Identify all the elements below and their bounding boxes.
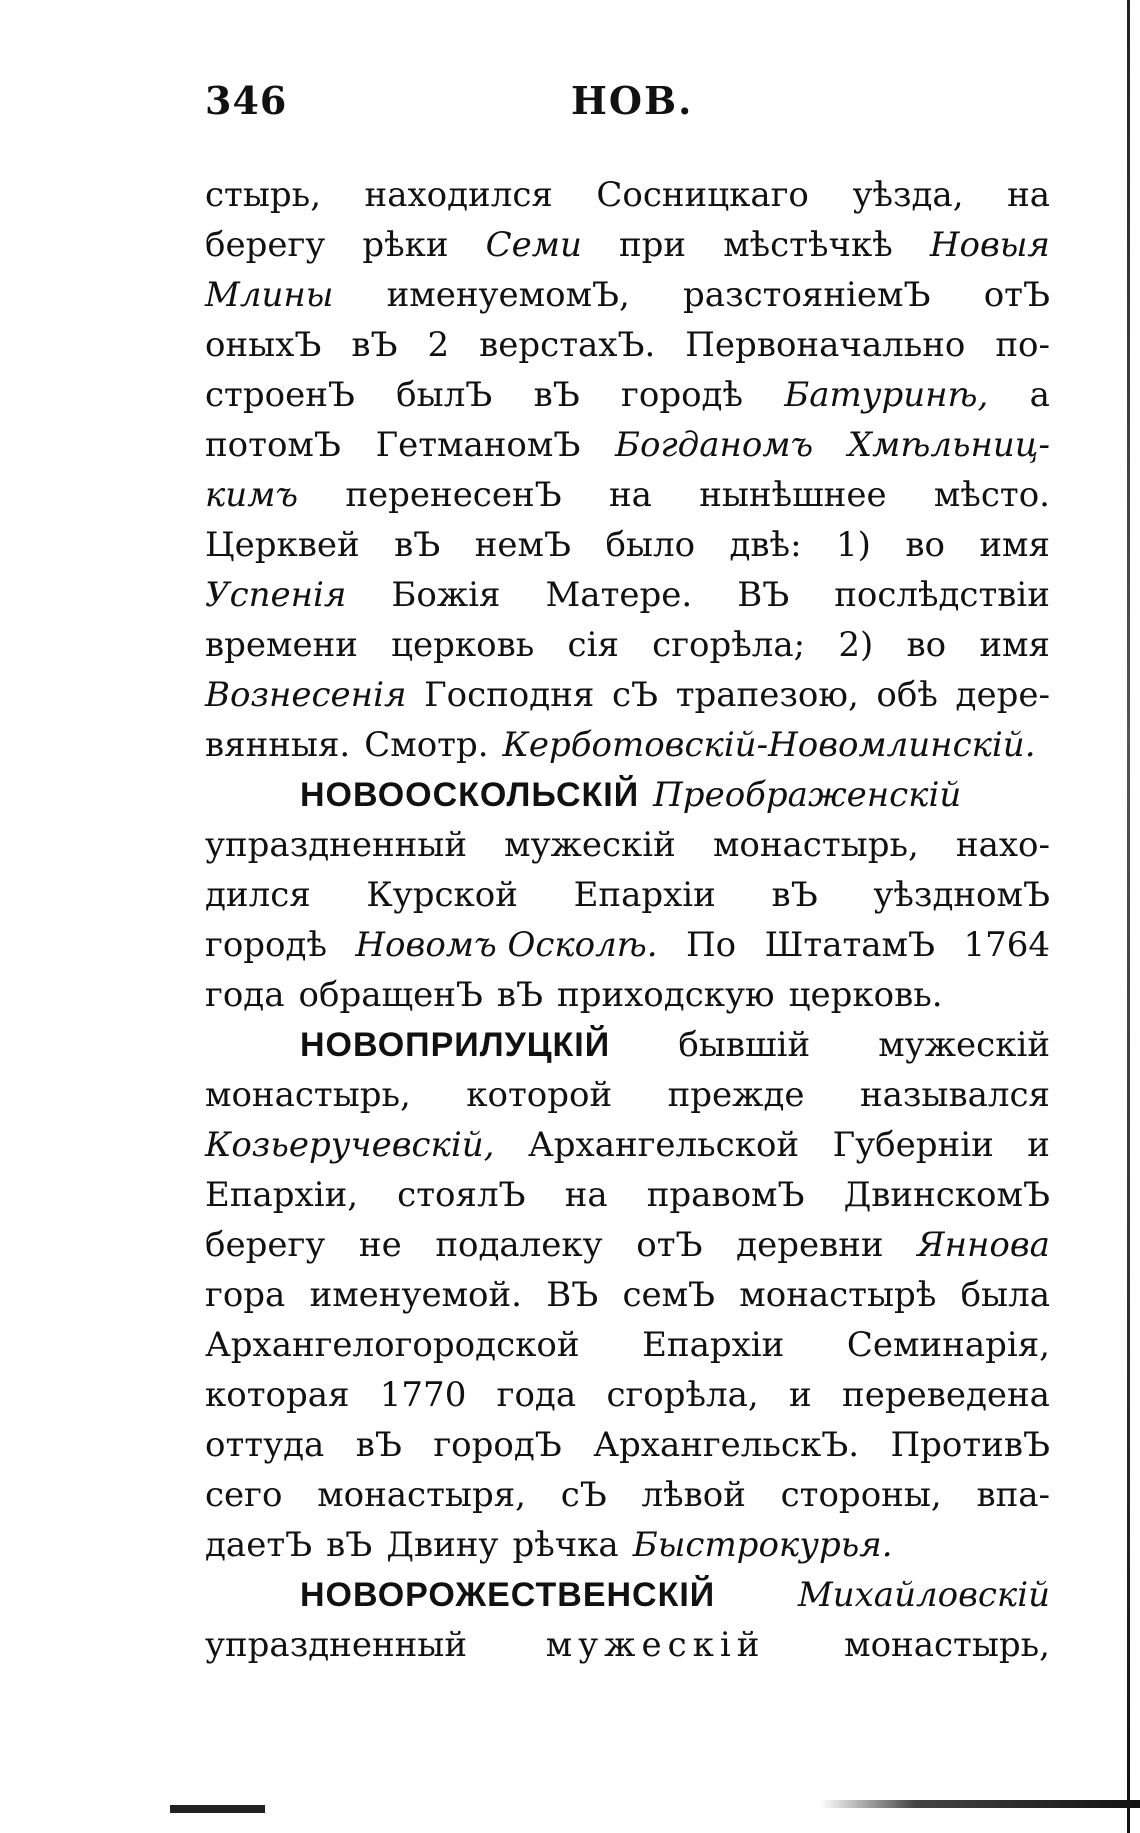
text-line [205, 670, 1050, 720]
text-line [205, 370, 1050, 420]
word: монастыря, [317, 1475, 526, 1515]
word: подалеку [435, 1225, 603, 1265]
text-line [205, 620, 1050, 670]
word: года [205, 975, 285, 1015]
word: Новыя [929, 225, 1050, 265]
word: по- [995, 325, 1050, 365]
word: двѣ: [729, 525, 802, 565]
text-line [205, 970, 1050, 1020]
word: впа- [976, 1475, 1050, 1515]
text-line [205, 1570, 1050, 1620]
word: стоялЪ [397, 1175, 526, 1215]
word: Епархіи, [205, 1175, 359, 1215]
print-smudge-left [170, 1805, 265, 1813]
entry-heading: НОВОРОЖЕСТВЕНСКІЙ [300, 1576, 716, 1614]
word: нахо- [955, 825, 1050, 865]
word: берегу [205, 225, 326, 265]
word: церковь. [788, 975, 943, 1015]
word: Смотр. [364, 725, 489, 765]
word: Двину [386, 1525, 499, 1565]
word: было [605, 525, 696, 565]
word: мужескій [878, 1025, 1050, 1065]
word: правомЪ [646, 1175, 805, 1215]
word: городѣ [205, 925, 327, 965]
text-line [205, 920, 1050, 970]
word: Богданомъ [615, 425, 814, 465]
word: дился [205, 875, 311, 915]
word: вЪ [771, 875, 818, 915]
word: рѣчка [512, 1525, 619, 1565]
word: Семи [485, 225, 582, 265]
word: Керботовскій-Новомлинскій. [502, 725, 1036, 765]
word: потомЪ [205, 425, 341, 465]
word: при [619, 225, 687, 265]
word: уѣзда, [852, 175, 964, 215]
text-line [205, 1220, 1050, 1270]
text-line [205, 1070, 1050, 1120]
word: гора [205, 1275, 286, 1315]
word: 2 [427, 325, 450, 365]
word: Губерніи [832, 1125, 994, 1165]
word: немЪ [474, 525, 571, 565]
word: времени [205, 625, 358, 665]
word: которой [466, 1075, 613, 1115]
text-line [205, 1170, 1050, 1220]
word: Курской [366, 875, 518, 915]
word: вянныя. [205, 725, 351, 765]
word: монастырь, [205, 1075, 411, 1115]
word: монастырѣ [739, 1275, 937, 1315]
word: бывшій [678, 1025, 811, 1065]
word: мужескій [504, 825, 676, 865]
print-rule-right [820, 1800, 1140, 1808]
word: переведена [842, 1375, 1050, 1415]
word: сгорѣла, [606, 1375, 759, 1415]
word: АрхангельскЪ. [593, 1425, 860, 1465]
word: Архангельской [528, 1125, 800, 1165]
word: стырь, [205, 175, 321, 215]
text-line [205, 420, 1050, 470]
word: вЪ [326, 1525, 373, 1565]
word: 1770 [379, 1375, 467, 1415]
page-number: 346 [205, 78, 288, 123]
word: мужескій [545, 1625, 766, 1665]
text-line [205, 570, 1050, 620]
text-line [205, 320, 1050, 370]
word: вЪ [394, 525, 441, 565]
word: Батуринѣ, [784, 375, 989, 415]
word: Вознесенія [205, 675, 407, 715]
text-line [205, 1370, 1050, 1420]
word: сего [205, 1475, 283, 1515]
body-text [205, 170, 1050, 1670]
text-line [205, 1120, 1050, 1170]
word: года [496, 1375, 577, 1415]
word: Первоначально [685, 325, 966, 365]
word: и [1027, 1125, 1050, 1165]
word: оныхЪ [205, 325, 322, 365]
word: назывался [859, 1075, 1050, 1115]
word: городЪ [433, 1425, 562, 1465]
word: дере- [955, 675, 1050, 715]
entry-heading: НОВОПРИЛУЦКІЙ [300, 1026, 611, 1064]
entry-heading: НОВООСКОЛЬСКІЙ [300, 776, 640, 814]
word: оттуда [205, 1425, 325, 1465]
word: уѣздномЪ [873, 875, 1050, 915]
word: Яннова [917, 1225, 1050, 1265]
word: Преображенскій [653, 775, 962, 815]
word: церковь [391, 625, 535, 665]
word: Сосницкаго [596, 175, 809, 215]
word: строенЪ [205, 375, 355, 415]
word: мѣстѣчкѣ [723, 225, 893, 265]
word: вЪ [351, 325, 398, 365]
word: Михайловскій [797, 1575, 1050, 1615]
word: Архангелогородской [205, 1325, 580, 1365]
word: По [686, 925, 737, 965]
word: во [905, 525, 945, 565]
word: отЪ [636, 1225, 703, 1265]
text-line [205, 520, 1050, 570]
word: Церквей [205, 525, 360, 565]
word: и [789, 1375, 812, 1415]
word: 1) [835, 525, 871, 565]
word: вЪ [355, 1425, 402, 1465]
word: монастырь, [712, 825, 919, 865]
word: вЪ [496, 975, 544, 1015]
word: на [564, 1175, 608, 1215]
word: Хмѣльниц- [847, 425, 1050, 465]
word: Быстрокурья. [632, 1525, 893, 1565]
word: Семинарія, [846, 1325, 1050, 1365]
word: обращенЪ [298, 975, 483, 1015]
word: ВЪ [546, 1275, 599, 1315]
word: кимъ [205, 475, 299, 515]
word: нынѣшнее [699, 475, 887, 515]
word: приходскую [557, 975, 775, 1015]
text-line [205, 1420, 1050, 1470]
text-line [205, 270, 1050, 320]
word: деревни [736, 1225, 884, 1265]
word: которая [205, 1375, 350, 1415]
word: имя [979, 625, 1050, 665]
word: разстояніемЪ [683, 275, 931, 315]
word: трапезою, [675, 675, 859, 715]
text-line [205, 770, 1050, 820]
word: перенесенЪ [345, 475, 562, 515]
word: былЪ [396, 375, 493, 415]
word: имя [979, 525, 1050, 565]
word: послѣдствіи [834, 575, 1050, 615]
word: на [608, 475, 652, 515]
word: ДвинскомЪ [843, 1175, 1050, 1215]
word: ШтатамЪ [764, 925, 936, 965]
text-line [205, 470, 1050, 520]
text-line [205, 820, 1050, 870]
word: Епархіи [573, 875, 716, 915]
word: а [1029, 375, 1050, 415]
text-line [205, 170, 1050, 220]
word: именуемой. [309, 1275, 522, 1315]
text-line [205, 1320, 1050, 1370]
word: на [1007, 175, 1050, 215]
word: Млины [205, 275, 334, 315]
text-line [205, 1470, 1050, 1520]
word: не [358, 1225, 402, 1265]
word: семЪ [622, 1275, 716, 1315]
word: Епархіи [642, 1325, 785, 1365]
word: даетЪ [205, 1525, 313, 1565]
word: обѣ [876, 675, 938, 715]
word: упраздненный [205, 1625, 468, 1665]
word: прежде [667, 1075, 805, 1115]
word: сгорѣла; [652, 625, 806, 665]
text-line [205, 220, 1050, 270]
text-line [205, 720, 1050, 770]
text-line [205, 1620, 1050, 1670]
word: стороны, [780, 1475, 942, 1515]
word: лѣвой [641, 1475, 746, 1515]
word: Божія [391, 575, 501, 615]
word: Успенія [205, 575, 347, 615]
word: Новомъ Осколѣ. [355, 925, 658, 965]
word: упраздненный [205, 825, 468, 865]
word: была [960, 1275, 1050, 1315]
text-line [205, 1520, 1050, 1570]
word: берегу [205, 1225, 326, 1265]
text-line [205, 1020, 1050, 1070]
text-line [205, 870, 1050, 920]
word: монастырь, [844, 1625, 1050, 1665]
word: ГетманомЪ [375, 425, 581, 465]
word: отЪ [983, 275, 1050, 315]
word: сЪ [611, 675, 659, 715]
word: находился [364, 175, 553, 215]
word: городѣ [621, 375, 743, 415]
word: мѣсто. [933, 475, 1050, 515]
word: Козьеручевскій, [205, 1125, 495, 1165]
word: ВЪ [737, 575, 790, 615]
word: сія [567, 625, 619, 665]
word: 2) [838, 625, 874, 665]
word: именуемомЪ, [386, 275, 630, 315]
text-line [205, 1270, 1050, 1320]
running-head: НОВ. [571, 78, 694, 123]
word: Матере. [545, 575, 693, 615]
word: во [906, 625, 947, 665]
word: вЪ [533, 375, 580, 415]
word: 1764 [963, 925, 1050, 965]
page-edge-shadow [1127, 0, 1130, 1833]
word: рѣки [362, 225, 449, 265]
word: верстахЪ. [479, 325, 656, 365]
word: Господня [424, 675, 595, 715]
word: сЪ [560, 1475, 607, 1515]
word: ПротивЪ [890, 1425, 1050, 1465]
